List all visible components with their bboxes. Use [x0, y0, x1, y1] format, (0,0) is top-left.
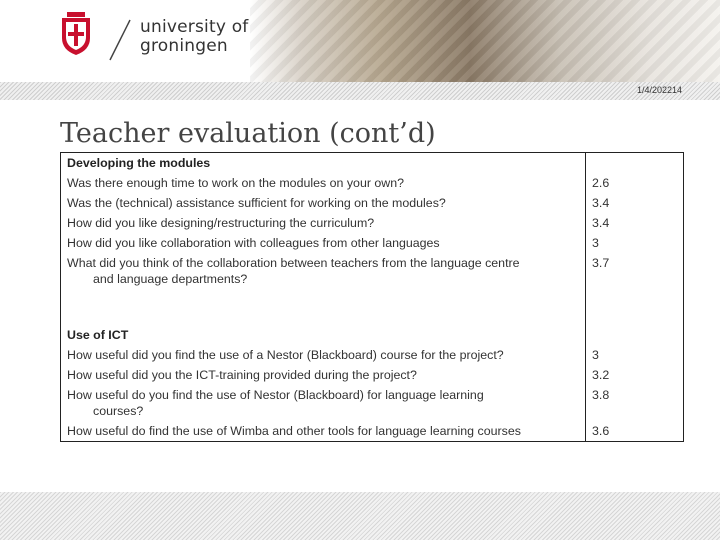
table-row [61, 385, 684, 421]
section-heading-row [61, 153, 684, 174]
question-cell: How useful do find the use of Wimba and other tools for language learning courses [61, 421, 586, 442]
footer-stripe [0, 492, 720, 540]
section-heading: Developing the modules [61, 153, 586, 174]
section-heading: Use of ICT [61, 325, 586, 345]
score-cell: 2.6 [592, 176, 610, 190]
question-text-continued: and language departments? [93, 272, 248, 286]
score-cell: 3 [592, 348, 599, 362]
table-row [61, 421, 684, 442]
university-name-line1: university of [140, 17, 249, 37]
question-cell [61, 253, 586, 289]
slide-title: Teacher evaluation (cont’d) [60, 118, 436, 149]
section-heading-row [61, 325, 684, 345]
score-cell: 3.4 [592, 196, 610, 210]
question-text-continued: courses? [93, 404, 144, 418]
score-cell: 3 [592, 236, 599, 250]
university-name-line2: groningen [140, 36, 228, 56]
score-cell: 3.7 [592, 256, 610, 270]
question-cell: How useful did you find the use of a Nestor (Blackboard) course for the project? [61, 345, 586, 365]
table-row [61, 213, 684, 233]
table-row [61, 193, 684, 213]
university-name [140, 18, 248, 56]
score-cell: 3.6 [592, 424, 610, 438]
question-cell: Was there enough time to work on the modules on your own? [61, 173, 586, 193]
evaluation-table [60, 152, 684, 442]
question-text: What did you think of the collaboration between teachers from the language centre [67, 256, 520, 270]
table-row [61, 345, 684, 365]
question-cell [61, 385, 586, 421]
logo-slash-icon [108, 18, 132, 62]
slide-date: 1/4/202214 [636, 85, 682, 95]
score-cell: 3.2 [592, 368, 610, 382]
table-row [61, 233, 684, 253]
score-cell: 3.4 [592, 216, 610, 230]
question-cell: How did you like collaboration with colleagues from other languages [61, 233, 586, 253]
score-cell: 3.8 [592, 388, 610, 402]
question-cell: Was the (technical) assistance sufficient for working on the modules? [61, 193, 586, 213]
header-photo [250, 0, 720, 82]
header-divider-stripe [0, 82, 720, 100]
question-text: How useful do you find the use of Nestor (Blackboard) for language learning [67, 388, 484, 402]
table-row [61, 365, 684, 385]
table-row [61, 173, 684, 193]
question-cell: How did you like designing/restructuring the curriculum? [61, 213, 586, 233]
university-crest-icon [60, 12, 92, 56]
spacer-row [61, 289, 684, 325]
table-row [61, 253, 684, 289]
question-cell: How useful did you the ICT-training provided during the project? [61, 365, 586, 385]
